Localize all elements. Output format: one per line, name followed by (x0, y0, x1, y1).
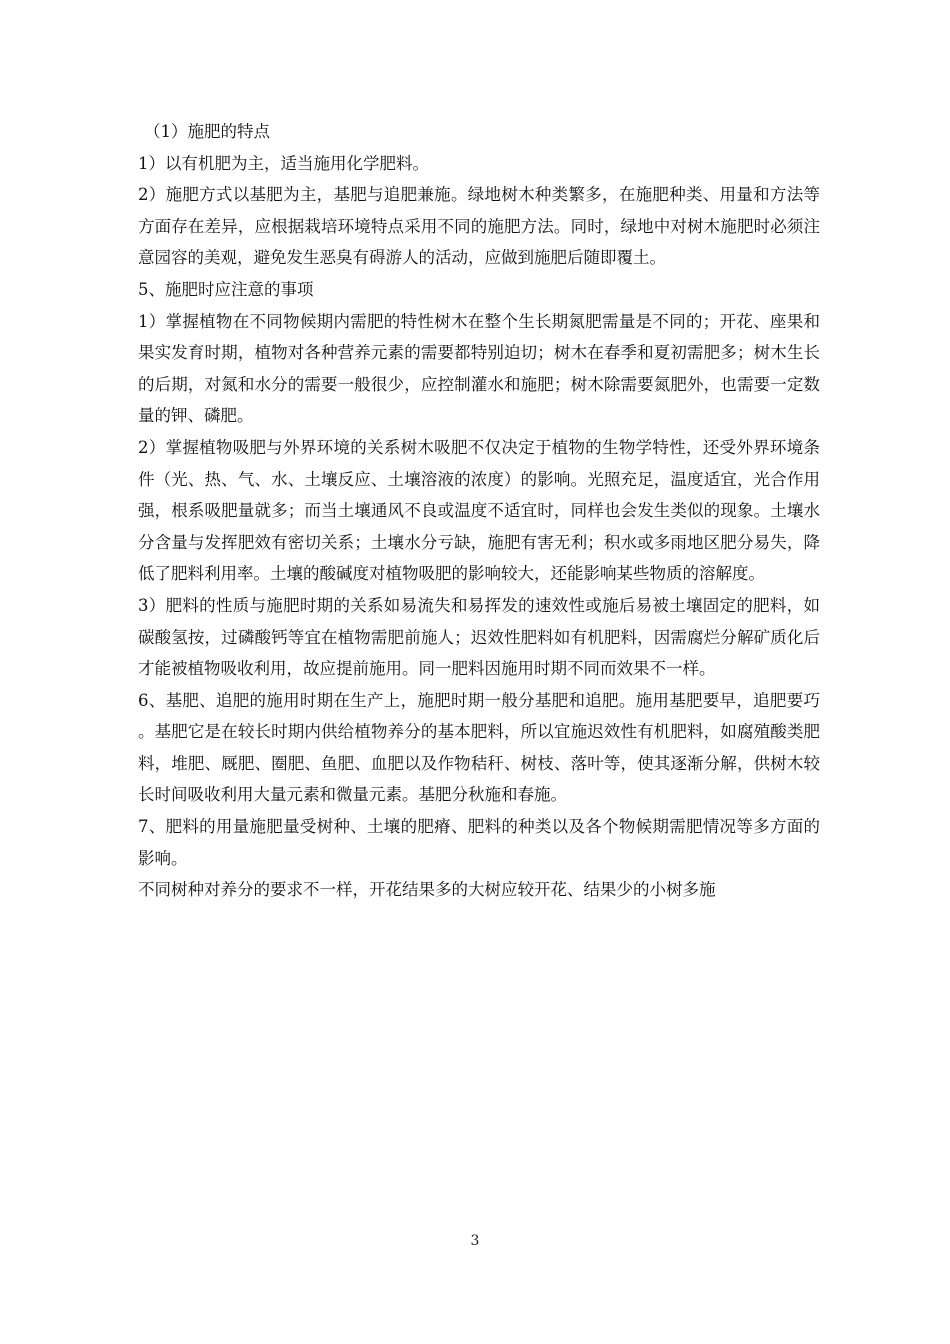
page-number: 3 (470, 1233, 480, 1249)
paragraph-species-requirements: 不同树种对养分的要求不一样，开花结果多的大树应较开花、结果少的小树多施 (138, 880, 716, 900)
paragraph-phenology-needs: 1）掌握植物在不同物候期内需肥的特性树木在整个生长期氮肥需量是不同的；开花、座果和果实发育时期，植物对各种营养元素的需要都特别迫切；树木在春季和夏初需肥多；树木生长的后期，对氮和水分的需要一般很少，应控制灌水和施肥；树木除需要氮肥外，也需要一定数量的钾、磷肥。 (138, 311, 820, 426)
section-heading-precautions: 5、施肥时应注意的事项 (138, 279, 314, 299)
section-heading-fertilizing-features: （1）施肥的特点 (144, 122, 270, 141)
paragraph-fertilizer-properties: 3）肥料的性质与施肥时期的关系如易流失和易挥发的速效性或施后易被土壤固定的肥料，如碳酸氢按，过磷酸钙等宜在植物需肥前施人；迟效性肥料如有机肥料，因需腐烂分解矿质化后才能被植物吸收利用，故应提前施用。同一肥料因施用时期不同而效果不一样。 (138, 595, 820, 679)
paragraph-environment-relation: 2）掌握植物吸肥与外界环境的关系树木吸肥不仅决定于植物的生物学特性，还受外界环境条件（光、热、气、水、土壤反应、土壤溶液的浓度）的影响。光照充足，温度适宜，光合作用强，根系吸肥量就多；而当土壤通风不良或温度不适宜时，同样也会发生类似的现象。土壤水分含量与发挥肥效有密切关系；土壤水分亏缺，施肥有害无利；积水或多雨地区肥分易失，降低了肥料利用率。土壤的酸碱度对植物吸肥的影响较大，还能影响某些物质的溶解度。 (138, 437, 820, 584)
paragraph-base-topdressing: 6、基肥、追肥的施用时期在生产上，施肥时期一般分基肥和追肥。施用基肥要早，追肥要巧。基肥它是在较长时期内供给植物养分的基本肥料，所以宜施迟效性有机肥料，如腐殖酸类肥料，堆肥、厩肥、圈肥、鱼肥、血肥以及作物秸秆、树枝、落叶等，使其逐渐分解，供树木较长时间吸收利用大量元素和微量元素。基肥分秋施和春施。 (138, 690, 820, 805)
paragraph-fertilizer-amount: 7、肥料的用量施肥量受树种、土壤的肥瘠、肥料的种类以及各个物候期需肥情况等多方面的影响。 (138, 817, 820, 868)
paragraph-fertilizing-method: 2）施肥方式以基肥为主，基肥与追肥兼施。绿地树木种类繁多，在施肥种类、用量和方法等方面存在差异，应根据栽培环境特点采用不同的施肥方法。同时，绿地中对树木施肥时必须注意园容的美观，避免发生恶臭有碍游人的活动，应做到施肥后随即覆土。 (138, 185, 820, 268)
paragraph-organic-fertilizer: 1）以有机肥为主，适当施用化学肥料。 (138, 153, 429, 173)
page-body (138, 116, 820, 906)
